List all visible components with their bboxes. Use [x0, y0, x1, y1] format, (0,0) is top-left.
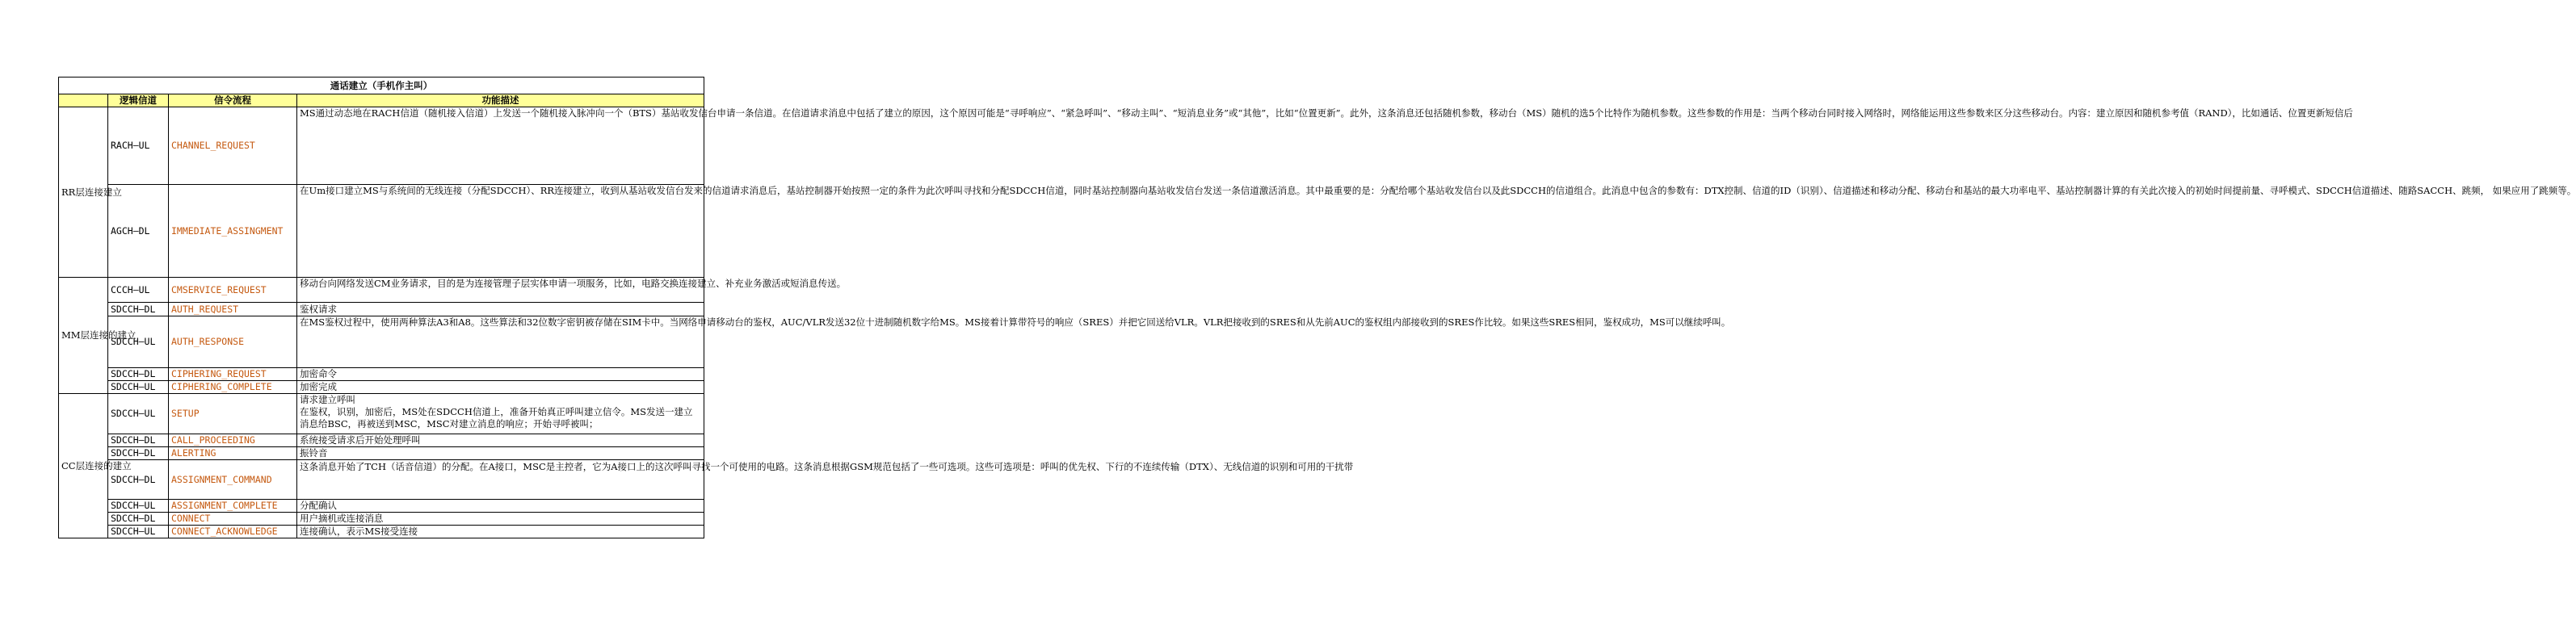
channel-cell: SDCCH—DL	[108, 368, 169, 381]
signal-cell: IMMEDIATE_ASSINGMENT	[169, 185, 297, 278]
signal-cell: SETUP	[169, 394, 297, 434]
signal-cell: ALERTING	[169, 447, 297, 460]
channel-cell: SDCCH—UL	[108, 526, 169, 538]
table-row	[59, 107, 704, 185]
header-row	[59, 94, 704, 107]
signal-cell: CONNECT	[169, 513, 297, 526]
channel-cell: SDCCH—DL	[108, 434, 169, 447]
layer-cc: CC层连接的建立	[59, 394, 108, 538]
desc-cell	[297, 460, 1354, 500]
desc-text: 在Um接口建立MS与系统间的无线连接（分配SDCCH）、RR连接建立，收到从基站收发信台发来的信道请求消息后，基站控制器开始按照一定的条件为此次呼叫寻找和分配SDCCH信道，同时基站控制器向基站收发信台发送一条信道激活消息。其中最重要的是：分配给哪个基站收发信台以及此SDCCH的信道组合。此消息中包含的参数有：DTX控制、信道的ID（识别）、信道描述和移动分配、移动台和基站的最大功率电平、基站控制器计算的有关此次接入的初始时间提前量、寻呼模式、SDCCH信道描述、随路SACCH、跳频， 如果应用了跳频等。	[300, 185, 2576, 196]
signal-cell: CHANNEL_REQUEST	[169, 107, 297, 185]
table-row	[59, 381, 704, 394]
table-row	[59, 526, 704, 538]
signal-cell: CMSERVICE_REQUEST	[169, 278, 297, 303]
channel-cell: SDCCH—UL	[108, 316, 169, 368]
desc-cell	[297, 278, 847, 303]
desc-cell: 用户摘机或连接消息	[297, 513, 704, 526]
layer-rr: RR层连接建立	[59, 107, 108, 278]
desc-cell: 加密命令	[297, 368, 704, 381]
table-title: 通话建立（手机作主叫）	[59, 78, 704, 94]
channel-cell: SDCCH—UL	[108, 381, 169, 394]
table-row	[59, 368, 704, 381]
desc-cell: 连接确认，表示MS接受连接	[297, 526, 704, 538]
signal-cell: CALL_PROCEEDING	[169, 434, 297, 447]
table-row	[59, 447, 704, 460]
signal-cell: CONNECT_ACKNOWLEDGE	[169, 526, 297, 538]
channel-cell: SDCCH—DL	[108, 303, 169, 316]
table-row	[59, 185, 704, 278]
header-signal: 信令流程	[169, 94, 297, 107]
desc-text: 移动台向网络发送CM业务请求，目的是为连接管理子层实体申请一项服务，比如，电路交换连接建立、补充业务激活或短消息传送。	[300, 278, 847, 289]
desc-cell: 分配确认	[297, 500, 704, 513]
signal-cell: CIPHERING_REQUEST	[169, 368, 297, 381]
desc-text: MS通过动态地在RACH信道（随机接入信道）上发送一个随机接入脉冲向一个（BTS）基站收发信台申请一条信道。在信道请求消息中包括了建立的原因，这个原因可能是“寻呼响应”、“紧急呼叫”、“移动主叫”、“短消息业务”或“其他”，比如“位置更新”。此外，这条消息还包括随机参数，移动台（MS）随机的选5个比特作为随机参数。这些参数的作用是：当两个移动台同时接入网络时，网络能运用这些参数来区分这些移动台。内容：建立原因和随机参考值（RAND），比如通话、位置更新短信后	[300, 107, 2353, 119]
table-row	[59, 513, 704, 526]
table-row	[59, 394, 704, 434]
table-row	[59, 500, 704, 513]
header-blank	[59, 94, 108, 107]
signal-cell: ASSIGNMENT_COMPLETE	[169, 500, 297, 513]
layer-mm: MM层连接的建立	[59, 278, 108, 394]
desc-cell: 系统接受请求后开始处理呼叫	[297, 434, 704, 447]
signaling-table	[58, 77, 2576, 538]
channel-cell: SDCCH—UL	[108, 500, 169, 513]
signal-cell: AUTH_REQUEST	[169, 303, 297, 316]
desc-text: 在MS鉴权过程中，使用两种算法A3和A8。这些算法和32位数字密钥被存储在SIM卡中。当网络申请移动台的鉴权，AUC/VLR发送32位十进制随机数字给MS。MS接着计算带符号的响应（SRES）并把它回送给VLR。VLR把接收到的SRES和从先前AUC的鉴权组内部接收到的SRES作比较。如果这些SRES相同，鉴权成功，MS可以继续呼叫。	[300, 316, 1731, 328]
channel-cell: AGCH—DL	[108, 185, 169, 278]
table-row	[59, 278, 704, 303]
table-row	[59, 316, 704, 368]
signal-cell: ASSIGNMENT_COMMAND	[169, 460, 297, 500]
desc-cell	[297, 107, 2353, 185]
signal-cell: CIPHERING_COMPLETE	[169, 381, 297, 394]
title-row	[59, 78, 704, 94]
header-desc: 功能描述	[297, 94, 704, 107]
table-row	[59, 460, 704, 500]
table-row	[59, 434, 704, 447]
desc-text: 这条消息开始了TCH（话音信道）的分配。在A接口，MSC是主控者，它为A接口上的这次呼叫寻找一个可使用的电路。这条消息根据GSM规范包括了一些可选项。这些可选项是：呼叫的优先权、下行的不连续传输（DTX）、无线信道的识别和可用的干扰带	[300, 460, 1354, 472]
desc-cell	[297, 394, 704, 434]
desc-cell: 加密完成	[297, 381, 704, 394]
desc-cell	[297, 316, 1731, 368]
table-row	[59, 303, 704, 316]
channel-cell: SDCCH—DL	[108, 460, 169, 500]
channel-cell: SDCCH—DL	[108, 447, 169, 460]
desc-text: 请求建立呼叫 在鉴权，识别，加密后，MS处在SDCCH信道上，准备开始真正呼叫建立信令。MS发送一建立消息给BSC，再被送到MSC，MSC对建立消息的响应；开始寻呼被叫；	[300, 394, 693, 429]
desc-cell	[297, 185, 2576, 278]
desc-cell: 振铃音	[297, 447, 704, 460]
signal-cell: AUTH_RESPONSE	[169, 316, 297, 368]
channel-cell: RACH—UL	[108, 107, 169, 185]
desc-cell: 鉴权请求	[297, 303, 704, 316]
channel-cell: SDCCH—UL	[108, 394, 169, 434]
channel-cell: CCCH—UL	[108, 278, 169, 303]
header-channel: 逻辑信道	[108, 94, 169, 107]
channel-cell: SDCCH—DL	[108, 513, 169, 526]
